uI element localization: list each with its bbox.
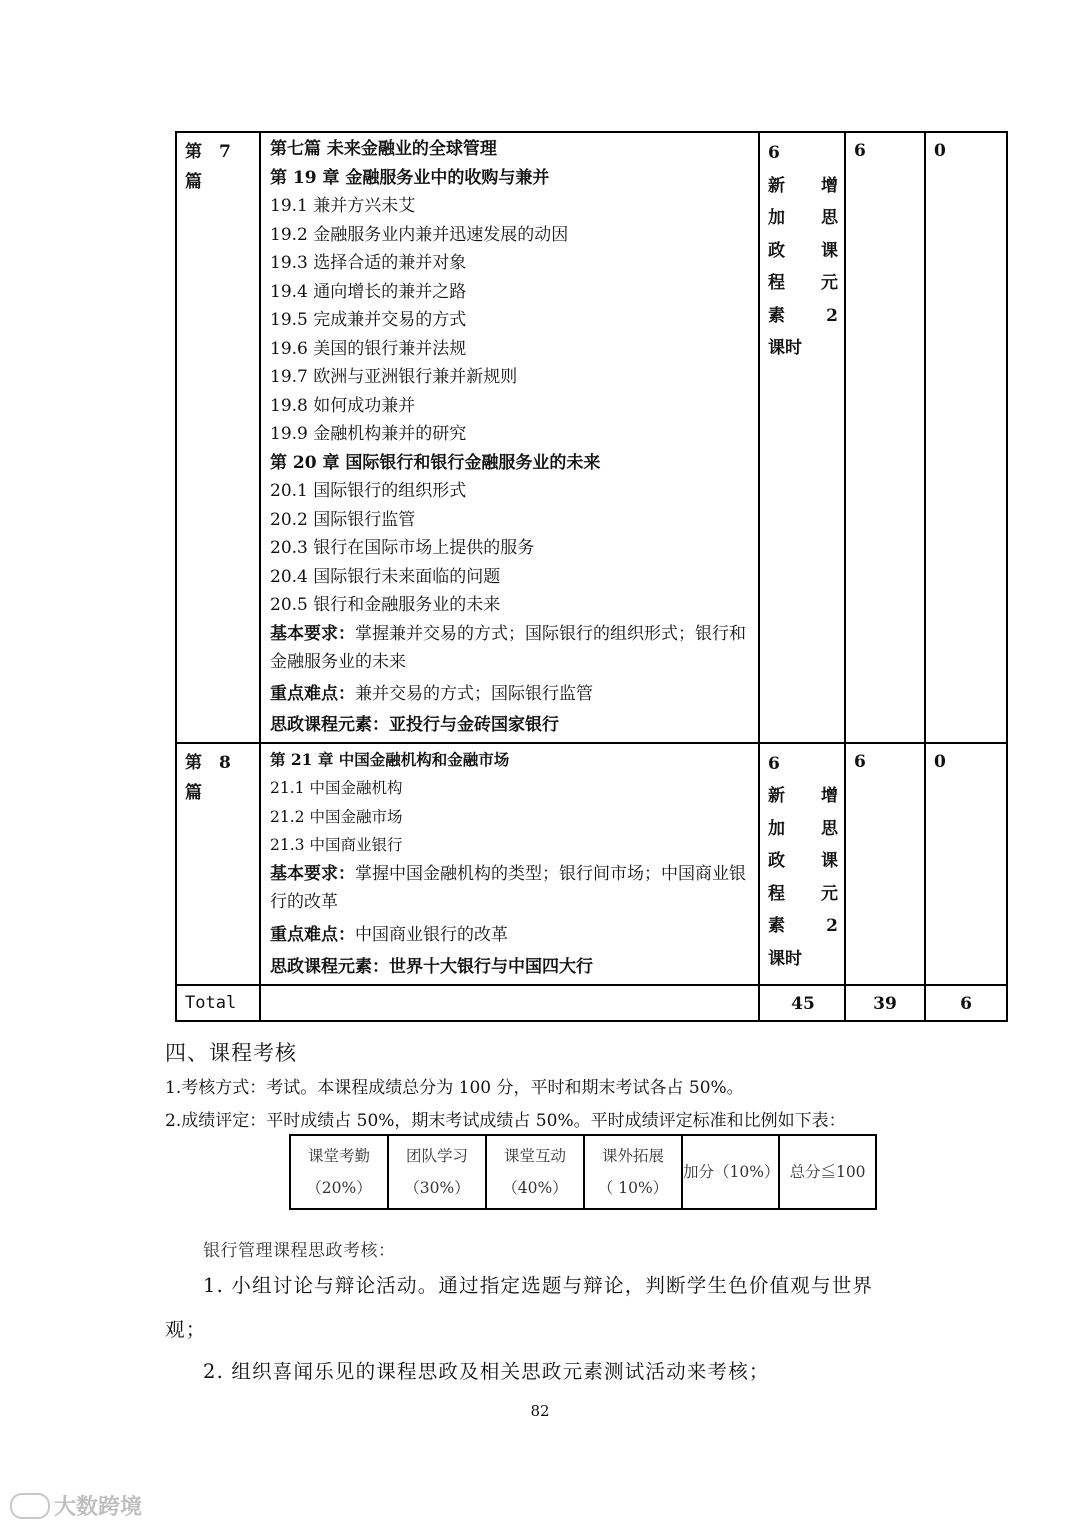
grade-cell-total: 总分≦100 [779,1135,876,1209]
key-points: 重点难点：中国商业银行的改革 [270,924,508,945]
part8-lecture-cell: 6 [845,743,925,985]
part7-hours-cell [759,132,845,743]
grade-cell-attendance: 课堂考勤 （20%） [290,1135,388,1209]
table-row-part7 [176,132,1007,743]
basic-requirements: 基本要求：掌握兼并交易的方式；国际银行的组织形式；银行和金融服务业的未来 [270,623,746,672]
chapter20-title: 第 20 章 国际银行和银行金融服务业的未来 [270,452,601,473]
part7-lecture-cell: 6 [845,132,925,743]
section-item: 19.3 选择合适的兼并对象 [270,253,467,273]
section-item: 19.2 金融服务业内兼并迅速发展的动因 [270,224,569,245]
hours-note: 6 新 增 加 思 政 课 程 元 素 2 课时 [768,753,838,969]
ideology-item-2: 2. 组织喜闻乐见的课程思政及相关思政元素测试活动来考核； [203,1360,770,1383]
grade-cell-bonus: 加分（10%） [682,1135,779,1209]
section-item: 19.7 欧洲与亚洲银行兼并新规则 [270,367,518,387]
chapter21-title: 第 21 章 中国金融机构和金融市场 [270,749,510,769]
ideology-elements: 思政课程元素：世界十大银行与中国四大行 [270,957,593,977]
section-item: 21.3 中国商业银行 [270,836,403,854]
section-item: 19.4 通向增长的兼并之路 [270,281,467,302]
key-points: 重点难点：兼并交易的方式；国际银行监管 [270,683,593,704]
grade-table [289,1134,877,1210]
table-row-part8 [176,743,1007,985]
ideology-elements: 思政课程元素：亚投行与金砖国家银行 [270,715,559,735]
section-item: 21.1 中国金融机构 [270,779,403,797]
watermark-logo-icon [10,1493,50,1519]
grade-cell-extension: 课外拓展 （ 10%） [584,1135,682,1209]
table-row-total [176,985,1007,1021]
part8-practice-cell: 0 [925,743,1007,985]
watermark-text: 大数跨境 [54,1495,143,1520]
section-item: 19.1 兼并方兴未艾 [270,196,416,216]
part8-cell [176,743,260,985]
part8-char: 篇 [185,782,202,803]
total-content-empty [260,985,759,1021]
section-item: 20.5 银行和金融服务业的未来 [270,595,501,615]
assessment-method: 1.考核方式：考试。本课程成绩总分为 100 分，平时和期末考试各占 50%。 [165,1078,744,1098]
section-title: 四、课程考核 [165,1041,297,1065]
total-label: Total [176,985,260,1021]
hours-note: 6 新 增 加 思 政 课 程 元 素 2 课时 [768,143,838,358]
ideology-item-1: 1. 小组讨论与辩论活动。通过指定选题与辩论，判断学生色价值观与世界 [203,1274,874,1297]
part8-content-cell [260,743,759,985]
basic-requirements: 基本要求：掌握中国金融机构的类型；银行间市场；中国商业银行的改革 [270,863,746,912]
part8-hours-cell [759,743,845,985]
section-item: 20.1 国际银行的组织形式 [270,481,467,501]
total-lecture: 39 [845,985,925,1021]
section-item: 20.3 银行在国际市场上提供的服务 [270,538,535,558]
ideology-assessment-heading: 银行管理课程思政考核： [203,1241,396,1261]
ideology-item-1-cont: 观； [165,1318,207,1341]
watermark [10,1490,142,1521]
part7-cell [176,132,260,743]
table-row [290,1135,876,1209]
part7-title: 第七篇 未来金融业的全球管理 [270,139,497,159]
section-item: 19.6 美国的银行兼并法规 [270,338,467,359]
grade-evaluation: 2.成绩评定：平时成绩占 50%，期末考试成绩占 50%。平时成绩评定标准和比例如下表： [165,1111,846,1131]
section-item: 19.5 完成兼并交易的方式 [270,310,467,330]
section-item: 21.2 中国金融市场 [270,807,403,826]
page-number: 82 [530,1402,550,1420]
total-practice: 6 [925,985,1007,1021]
grade-cell-interaction: 课堂互动 （40%） [486,1135,584,1209]
course-schedule-table [175,131,1008,1022]
section-item: 20.4 国际银行未来面临的问题 [270,566,501,587]
section-item: 20.2 国际银行监管 [270,509,416,530]
chapter19-title: 第 19 章 金融服务业中的收购与兼并 [270,167,550,188]
part7-char: 篇 [185,172,202,192]
part7-practice-cell: 0 [925,132,1007,743]
section-item: 19.9 金融机构兼并的研究 [270,424,467,444]
part8-number: 第 8 [185,752,231,773]
part7-content-cell [260,132,759,743]
part7-number: 第 7 [185,142,231,162]
section-item: 19.8 如何成功兼并 [270,395,416,416]
total-hours: 45 [759,985,845,1021]
grade-cell-team: 团队学习 （30%） [388,1135,486,1209]
